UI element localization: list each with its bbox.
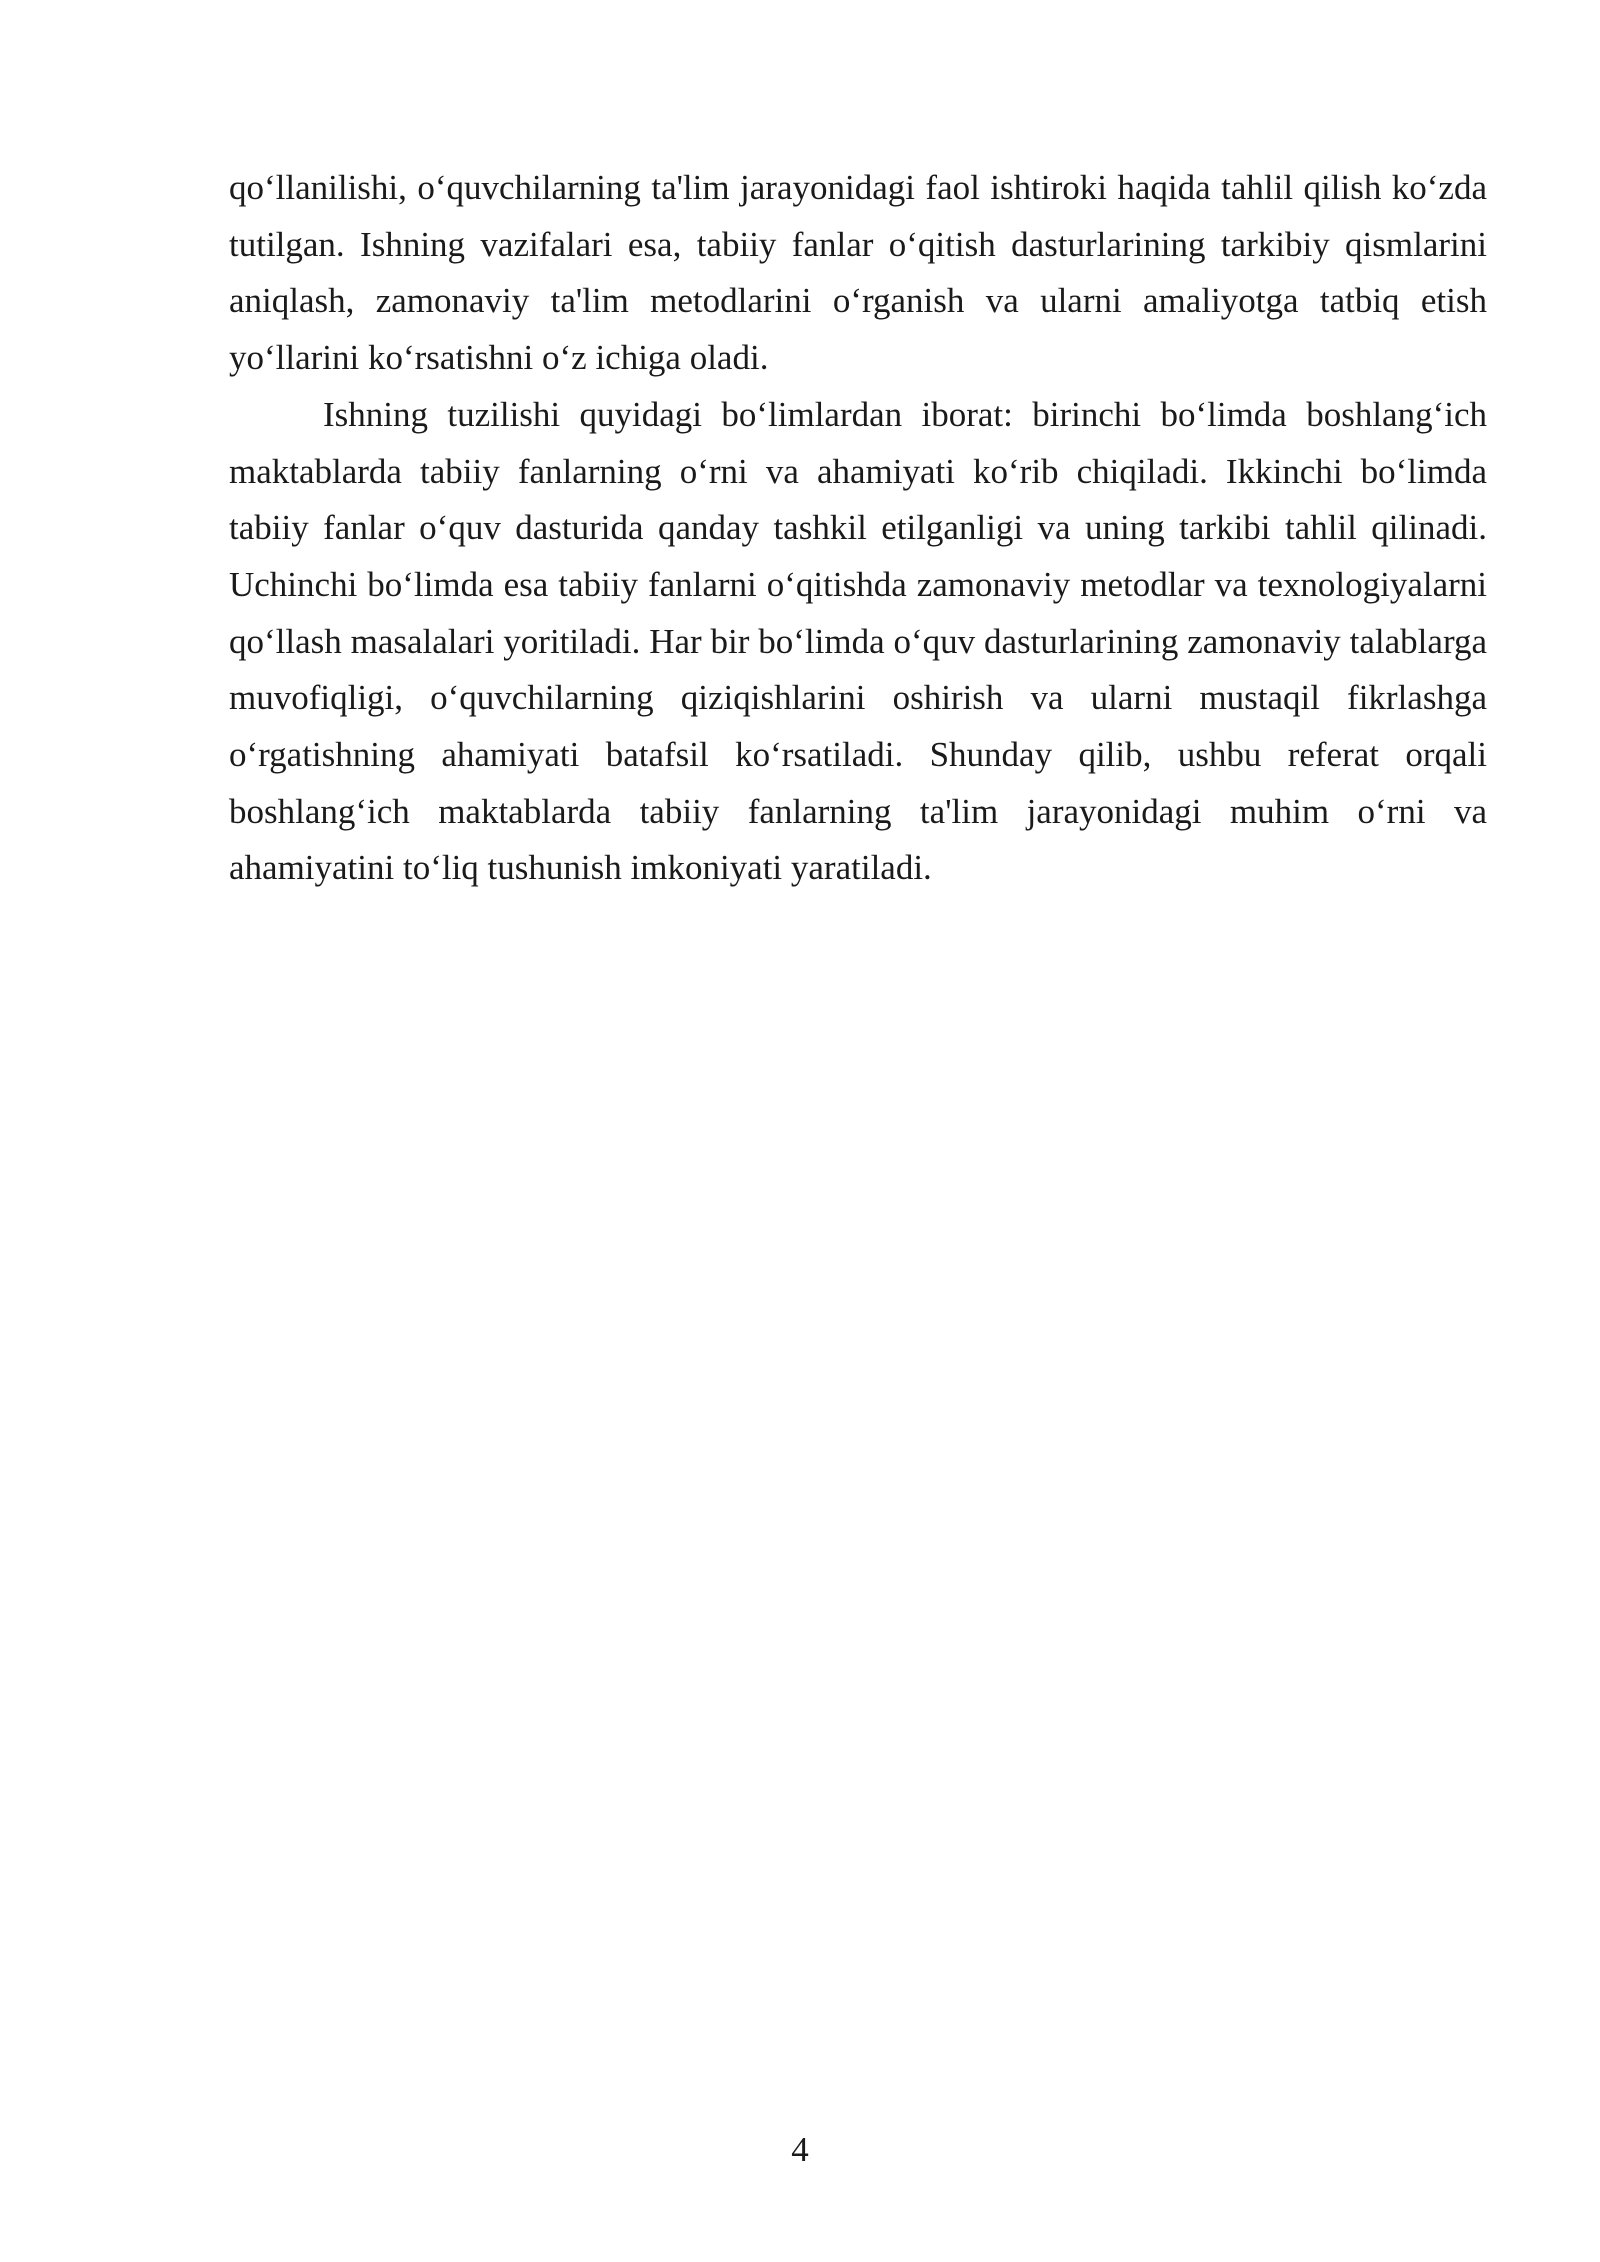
document-body [229, 160, 1487, 897]
page-number: 4 [791, 2130, 809, 2169]
paragraph-structure: Ishning tuzilishi quyidagi bo‘limlardan iborat: birinchi bo‘limda boshlang‘ich maktablarda tabiiy fanlarning o‘rni va ahamiyati ko‘rib chiqiladi. Ikkinchi bo‘limda tabiiy fanlar o‘quv dasturida qanday tashkil etilganligi va uning tarkibi tahlil qilinadi. Uchinchi bo‘limda esa tabiiy fanlarni o‘qitishda zamonaviy metodlar va texnologiyalarni qo‘llash masalalari yoritiladi. Har bir bo‘limda o‘quv dasturlarining zamonaviy talablarga muvofiqligi, o‘quvchilarning qiziqishlarini oshirish va ularni mustaqil fikrlashga o‘rgatishning ahamiyati batafsil ko‘rsatiladi. Shunday qilib, ushbu referat orqali boshlang‘ich maktablarda tabiiy fanlarning ta'lim jarayonidagi muhim o‘rni va ahamiyatini to‘liq tushunish imkoniyati yaratiladi. [229, 394, 1487, 888]
paragraph-continuation: qo‘llanilishi, o‘quvchilarning ta'lim jarayonidagi faol ishtiroki haqida tahlil qilish ko‘zda tutilgan. Ishning vazifalari esa, tabiiy fanlar o‘qitish dasturlarining tarkibiy qismlarini aniqlash, zamonaviy ta'lim metodlarini o‘rganish va ularni amaliyotga tatbiq etish yo‘llarini ko‘rsatishni o‘z ichiga oladi. [229, 168, 1487, 378]
